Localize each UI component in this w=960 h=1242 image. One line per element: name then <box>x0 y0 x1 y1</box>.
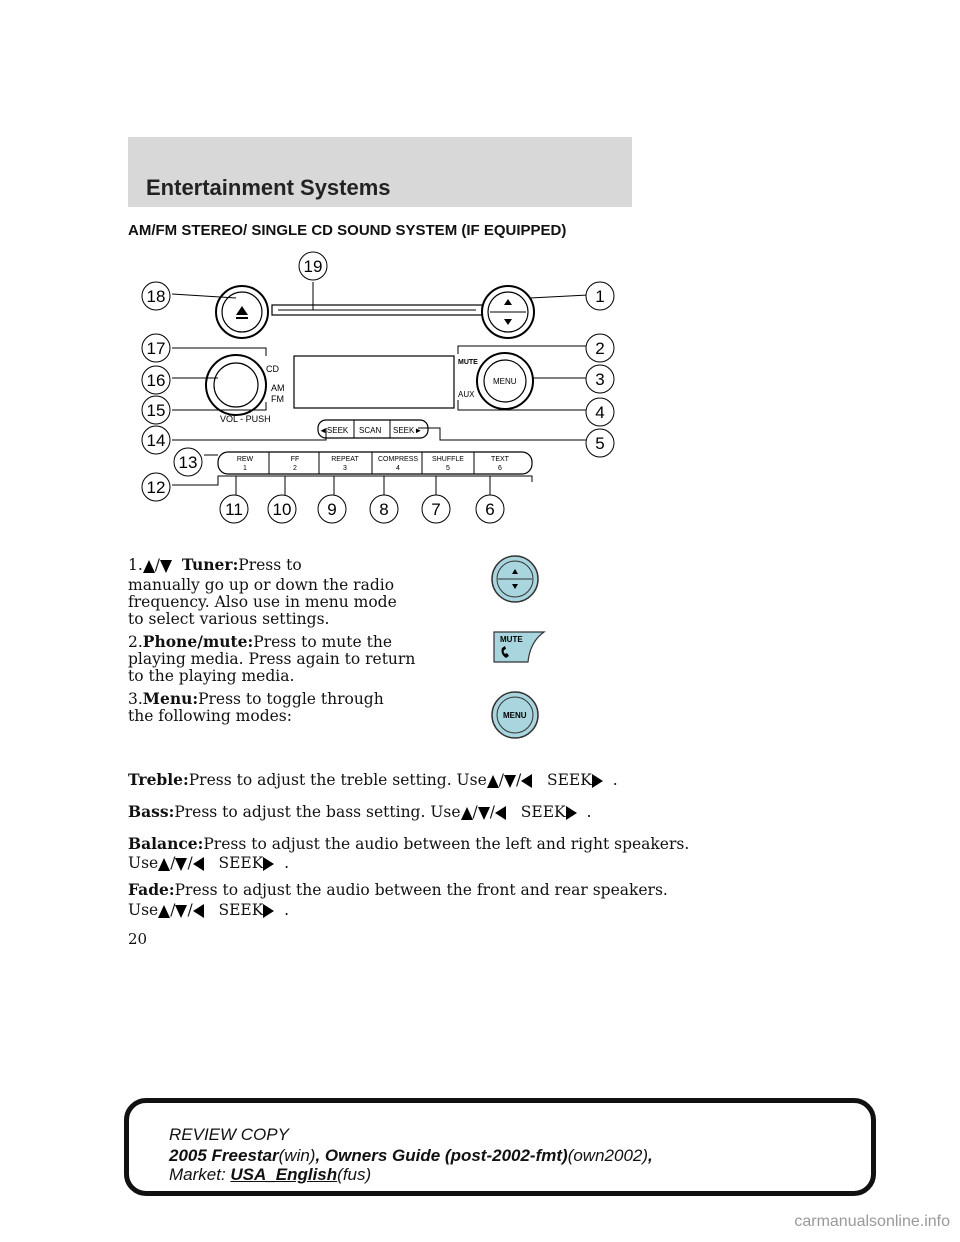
item-3-text-line2: the following modes: <box>128 707 292 725</box>
separator: / <box>170 901 176 919</box>
callout-15: 15 <box>146 401 166 420</box>
balance-text: Press to adjust the audio between the left and right speakers. <box>203 835 690 853</box>
callout-11: 11 <box>225 500 243 519</box>
mute-icon-label: MUTE <box>500 635 523 644</box>
use-label: Use <box>128 901 159 919</box>
model-code: (win) <box>278 1146 316 1165</box>
up-arrow-icon <box>461 807 473 820</box>
left-arrow-icon <box>193 857 204 871</box>
mode-fade <box>128 880 668 900</box>
down-arrow-icon <box>504 775 516 788</box>
review-line-2 <box>169 1146 653 1166</box>
watermark: carmanualsonline.info <box>794 1213 950 1230</box>
up-arrow-icon <box>158 905 170 918</box>
mode-treble <box>128 770 618 790</box>
item-2-text: Press to mute the <box>253 633 392 651</box>
separator: / <box>187 901 193 919</box>
bass-title: Bass: <box>128 802 175 821</box>
page-title: Entertainment Systems <box>146 175 391 200</box>
seek-label: SEEK <box>520 803 566 821</box>
tune-button-icon <box>490 552 540 606</box>
callout-19: 19 <box>303 257 323 276</box>
bass-text: Press to adjust the bass setting. Use <box>174 803 461 821</box>
up-arrow-icon <box>158 858 170 871</box>
seek-right-label: SEEK► <box>393 426 423 435</box>
mode-bass <box>128 802 591 822</box>
aux-label: AUX <box>458 390 475 399</box>
item-1-text-line2: manually go up or down the radio <box>128 576 395 594</box>
callout-14: 14 <box>146 431 166 450</box>
left-arrow-icon <box>521 774 532 788</box>
right-arrow-icon <box>592 774 603 788</box>
callout-16: 16 <box>146 371 166 390</box>
left-arrow-icon <box>495 806 506 820</box>
item-1-text-line4: to select various settings. <box>128 610 330 628</box>
callout-3: 3 <box>595 370 605 389</box>
radio-diagram <box>128 250 638 530</box>
down-arrow-icon <box>478 807 490 820</box>
seek-left-label: ◄SEEK <box>319 426 349 435</box>
item-1-text-line3: frequency. Also use in menu mode <box>128 593 397 611</box>
am-label: AM <box>271 383 285 393</box>
mode-fade-use <box>128 900 289 920</box>
item-1-title: Tuner: <box>181 555 239 574</box>
preset-bar <box>218 452 532 474</box>
callout-17: 17 <box>146 339 166 358</box>
market-label: Market: <box>169 1165 231 1184</box>
preset-number-3: 3 <box>343 465 347 472</box>
mode-balance-use <box>128 853 289 873</box>
left-arrow-icon <box>193 904 204 918</box>
item-2-text-line3: to the playing media. <box>128 667 295 685</box>
vol-label: VOL - PUSH <box>220 414 271 424</box>
separator: / <box>472 803 478 821</box>
item-1-number: 1. <box>128 556 143 574</box>
page-number: 20 <box>128 930 148 948</box>
callout-8: 8 <box>379 500 389 519</box>
market-code: (fus) <box>337 1165 372 1184</box>
callout-5: 5 <box>595 434 605 453</box>
comma: , <box>648 1146 653 1165</box>
fm-label: FM <box>271 394 284 404</box>
item-1-text: Press to <box>238 556 302 574</box>
guide-code: (own2002) <box>567 1146 649 1165</box>
item-3-text: Press to toggle through <box>198 690 384 708</box>
balance-title: Balance: <box>128 834 204 853</box>
preset-name-2: FF <box>290 456 300 463</box>
separator: / <box>187 854 193 872</box>
section-title: AM/FM STEREO/ SINGLE CD SOUND SYSTEM (IF EQUIPPED) <box>128 222 567 239</box>
callout-1: 1 <box>595 287 605 306</box>
treble-title: Treble: <box>128 770 189 789</box>
market-value: USA_English <box>230 1165 338 1184</box>
item-1 <box>128 555 302 575</box>
callout-18: 18 <box>146 287 166 306</box>
preset-name-3: REPEAT <box>331 456 359 463</box>
period: . <box>284 854 290 872</box>
menu-label: MENU <box>493 377 517 386</box>
callout-12: 12 <box>146 478 166 497</box>
up-arrow-icon <box>487 775 499 788</box>
separator: / <box>498 771 504 789</box>
separator: / <box>170 854 176 872</box>
callout-6: 6 <box>485 500 495 519</box>
review-copy: REVIEW COPY <box>169 1125 289 1144</box>
item-2-number: 2. <box>128 633 143 651</box>
mute-button-icon <box>492 628 552 664</box>
period: . <box>612 771 618 789</box>
callout-2: 2 <box>595 339 605 358</box>
fade-text: Press to adjust the audio between the front and rear speakers. <box>174 881 668 899</box>
up-arrow-icon <box>143 560 155 573</box>
preset-name-4: COMPRESS <box>377 456 419 463</box>
header-bar <box>128 137 632 207</box>
right-arrow-icon <box>263 857 274 871</box>
preset-name-5: SHUFFLE <box>432 456 464 463</box>
item-2-text-line2: playing media. Press again to return <box>128 650 416 668</box>
review-footer <box>124 1098 876 1196</box>
item-3-title: Menu: <box>142 689 199 708</box>
down-arrow-icon <box>175 905 187 918</box>
preset-number-2: 2 <box>293 465 297 472</box>
treble-text: Press to adjust the treble setting. Use <box>188 771 487 789</box>
preset-name-6: TEXT <box>491 456 509 463</box>
right-arrow-icon <box>263 904 274 918</box>
preset-number-6: 6 <box>498 465 502 472</box>
period: . <box>284 901 290 919</box>
preset-number-4: 4 <box>396 465 400 472</box>
callout-10: 10 <box>272 500 292 519</box>
cd-label: CD <box>266 364 279 374</box>
review-line-3 <box>169 1165 371 1185</box>
down-arrow-icon <box>175 858 187 871</box>
display <box>294 356 454 408</box>
menu-button-icon <box>490 690 540 740</box>
right-arrow-icon <box>566 806 577 820</box>
down-arrow-icon <box>160 560 172 573</box>
preset-number-5: 5 <box>446 465 450 472</box>
mode-balance <box>128 834 689 854</box>
seek-label: SEEK <box>218 854 264 872</box>
callout-4: 4 <box>595 403 605 422</box>
item-2-title: Phone/mute: <box>142 632 254 651</box>
use-label: Use <box>128 854 159 872</box>
callout-9: 9 <box>327 500 337 519</box>
mute-label: MUTE <box>458 359 478 366</box>
callout-13: 13 <box>178 453 198 472</box>
preset-number-1: 1 <box>243 465 247 472</box>
scan-label: SCAN <box>359 426 382 435</box>
item-3-number: 3. <box>128 690 143 708</box>
callout-7: 7 <box>431 500 441 519</box>
separator: / <box>515 771 522 789</box>
preset-name-1: REW <box>236 456 254 463</box>
model-name: 2005 Freestar <box>169 1146 279 1165</box>
seek-label: SEEK <box>218 901 264 919</box>
separator: / <box>154 556 161 574</box>
separator: / <box>489 803 495 821</box>
seek-label: SEEK <box>547 771 592 789</box>
fade-title: Fade: <box>128 880 175 899</box>
menu-icon-label: MENU <box>503 711 527 720</box>
guide-name: , Owners Guide (post-2002-fmt) <box>315 1146 568 1165</box>
period: . <box>586 803 592 821</box>
